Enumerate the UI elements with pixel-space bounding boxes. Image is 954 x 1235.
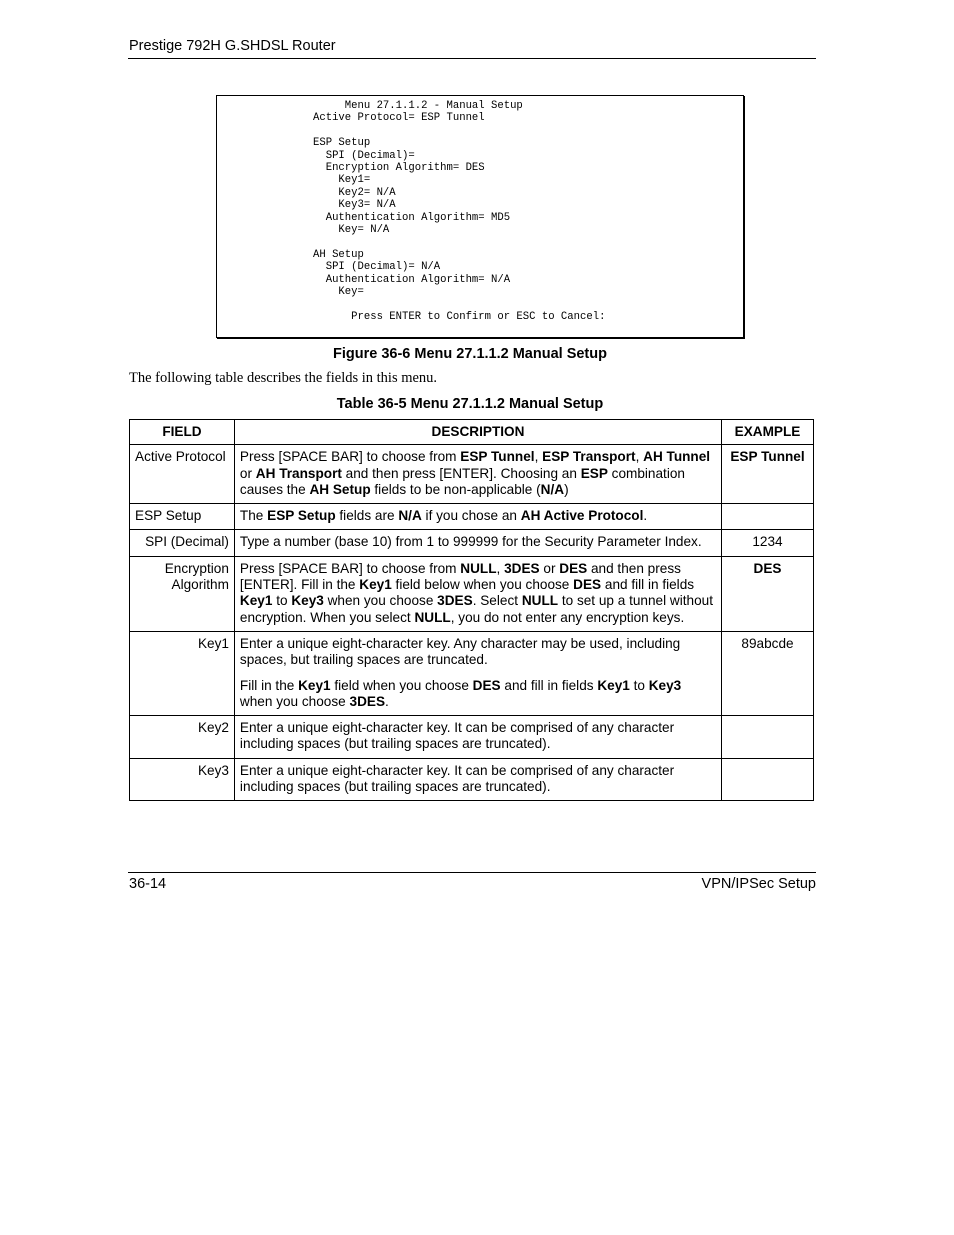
text-segment: or (539, 560, 560, 576)
text-segment: and then press [ENTER]. Fill in the (239, 560, 681, 593)
text-segment: if you chose an (421, 508, 521, 524)
text-segment: to (272, 593, 292, 609)
field-name-cell: SPI (Decimal) (130, 530, 235, 556)
menu-screen-figure (216, 95, 744, 338)
bold-term: Key3 (291, 593, 324, 609)
text-segment: and fill in fields (601, 577, 695, 593)
text-segment: ) (564, 481, 569, 497)
bold-term: N/A (540, 481, 565, 497)
field-name-cell: Encryption Algorithm (130, 556, 235, 631)
text-segment: fields to be non-applicable ( (370, 481, 541, 497)
text-segment: . Select (472, 593, 522, 609)
bold-term: AH Transport (255, 465, 342, 481)
bold-term: Key1 (359, 577, 392, 593)
column-header-example: EXAMPLE (722, 420, 814, 445)
table-row (130, 504, 814, 530)
bold-term: 3DES (349, 693, 386, 709)
table-row (130, 631, 814, 715)
text-segment: Fill in the (239, 677, 299, 693)
figure-caption: Figure 36-6 Menu 27.1.1.2 Manual Setup (333, 346, 607, 362)
bold-term: N/A (398, 508, 422, 524)
example-cell: 89abcde (722, 631, 814, 715)
bold-term: AH Tunnel (643, 449, 711, 465)
description-paragraph (240, 508, 716, 524)
column-header-field: FIELD (130, 420, 235, 445)
text-segment: Enter a unique eight-character key. It can be comprised of any character including spaces (but trailing spaces are truncated). (239, 762, 675, 795)
description-paragraph (240, 636, 716, 669)
text-segment: Type a number (base 10) from 1 to 999999 for the Security Parameter Index. (239, 534, 702, 550)
description-paragraph (240, 678, 716, 711)
field-name-cell: ESP Setup (130, 504, 235, 530)
bold-term: 3DES (504, 560, 540, 576)
description-paragraph (240, 720, 716, 753)
section-name: VPN/IPSec Setup (701, 876, 816, 892)
text-segment: , (635, 449, 644, 465)
text-segment: , you do not enter any encryption keys. (450, 609, 685, 625)
description-cell (234, 758, 721, 801)
description-paragraph (240, 534, 716, 550)
text-segment: field below when you choose (391, 577, 574, 593)
example-cell: DES (722, 556, 814, 631)
example-cell: 1234 (722, 530, 814, 556)
text-segment: Enter a unique eight-character key. Any character may be used, including spaces, but trailing spaces are truncated. (239, 635, 681, 668)
column-header-description: DESCRIPTION (234, 420, 721, 445)
text-segment: when you choose (239, 693, 350, 709)
table-row (130, 530, 814, 556)
bold-term: ESP Setup (267, 508, 336, 524)
description-cell (234, 556, 721, 631)
bold-term: DES (559, 560, 588, 576)
field-name-cell: Key1 (130, 631, 235, 715)
description-cell (234, 631, 721, 715)
description-paragraph (240, 763, 716, 796)
bold-term: ESP Transport (542, 449, 636, 465)
description-cell (234, 445, 721, 504)
bold-term: Key1 (597, 677, 630, 693)
bold-term: AH Setup (309, 481, 371, 497)
bold-term: NULL (414, 609, 451, 625)
description-paragraph (240, 449, 716, 498)
bold-term: NULL (521, 593, 559, 609)
table-row (130, 758, 814, 801)
example-cell (722, 716, 814, 759)
example-cell (722, 758, 814, 801)
bold-term: 3DES (437, 593, 473, 609)
text-segment: Press [SPACE BAR] to choose from (239, 449, 461, 465)
text-segment: field when you choose (330, 677, 473, 693)
field-name-cell: Key3 (130, 758, 235, 801)
header-title: Prestige 792H G.SHDSL Router (129, 38, 336, 54)
page-header (128, 37, 816, 59)
description-cell (234, 530, 721, 556)
bold-term: DES (573, 577, 602, 593)
text-segment: fields are (335, 508, 399, 524)
field-description-table (129, 419, 814, 801)
bold-term: Key3 (648, 677, 682, 693)
text-segment: and then press [ENTER]. Choosing an (341, 465, 581, 481)
bold-term: NULL (460, 560, 497, 576)
table-row (130, 716, 814, 759)
text-segment: to (629, 677, 649, 693)
menu-screen-text: Menu 27.1.1.2 - Manual Setup Active Protocol= ESP Tunnel ESP Setup SPI (Decimal)= Encryption Algorithm= DES Key1= Key2= N/A Key3= N/A Authentication Algorithm= MD5 Key= N/A AH Setup SPI (Decimal)= N/A Authentication Algorithm= N/A Key= Press ENTER to Confirm or ESC to Cancel: (313, 100, 606, 323)
text-segment: or (239, 465, 256, 481)
text-segment: and fill in fields (500, 677, 598, 693)
text-segment: . (643, 508, 648, 524)
text-segment: Enter a unique eight-character key. It can be comprised of any character including spaces (but trailing spaces are truncated). (239, 720, 675, 752)
text-segment: The (239, 508, 268, 524)
page-number: 36-14 (129, 876, 167, 892)
table-caption: Table 36-5 Menu 27.1.1.2 Manual Setup (336, 396, 604, 412)
text-segment: , (496, 560, 505, 576)
text-segment: Press [SPACE BAR] to choose from (239, 560, 461, 576)
bold-term: ESP Tunnel (460, 449, 535, 465)
description-cell (234, 504, 721, 530)
bold-term: DES (472, 677, 501, 693)
text-segment: when you choose (323, 593, 438, 609)
table-row (130, 556, 814, 631)
table-header-row (130, 420, 814, 445)
description-cell (234, 716, 721, 759)
example-cell (722, 504, 814, 530)
text-segment: to set up a tunnel without encryption. When you select (239, 593, 713, 625)
bold-term: ESP (580, 465, 608, 481)
table-row (130, 445, 814, 504)
page-footer (128, 872, 816, 892)
bold-term: AH Active Protocol (520, 508, 644, 524)
field-name-cell: Active Protocol (130, 445, 235, 504)
example-cell: ESP Tunnel (722, 445, 814, 504)
text-segment: . (385, 693, 389, 709)
text-segment: , (534, 449, 543, 465)
intro-text: The following table describes the fields in this menu. (129, 370, 438, 386)
description-paragraph (240, 561, 716, 626)
field-name-cell: Key2 (130, 716, 235, 759)
bold-term: Key1 (298, 677, 331, 693)
text-segment: combination causes the (239, 465, 685, 497)
bold-term: Key1 (239, 593, 273, 609)
